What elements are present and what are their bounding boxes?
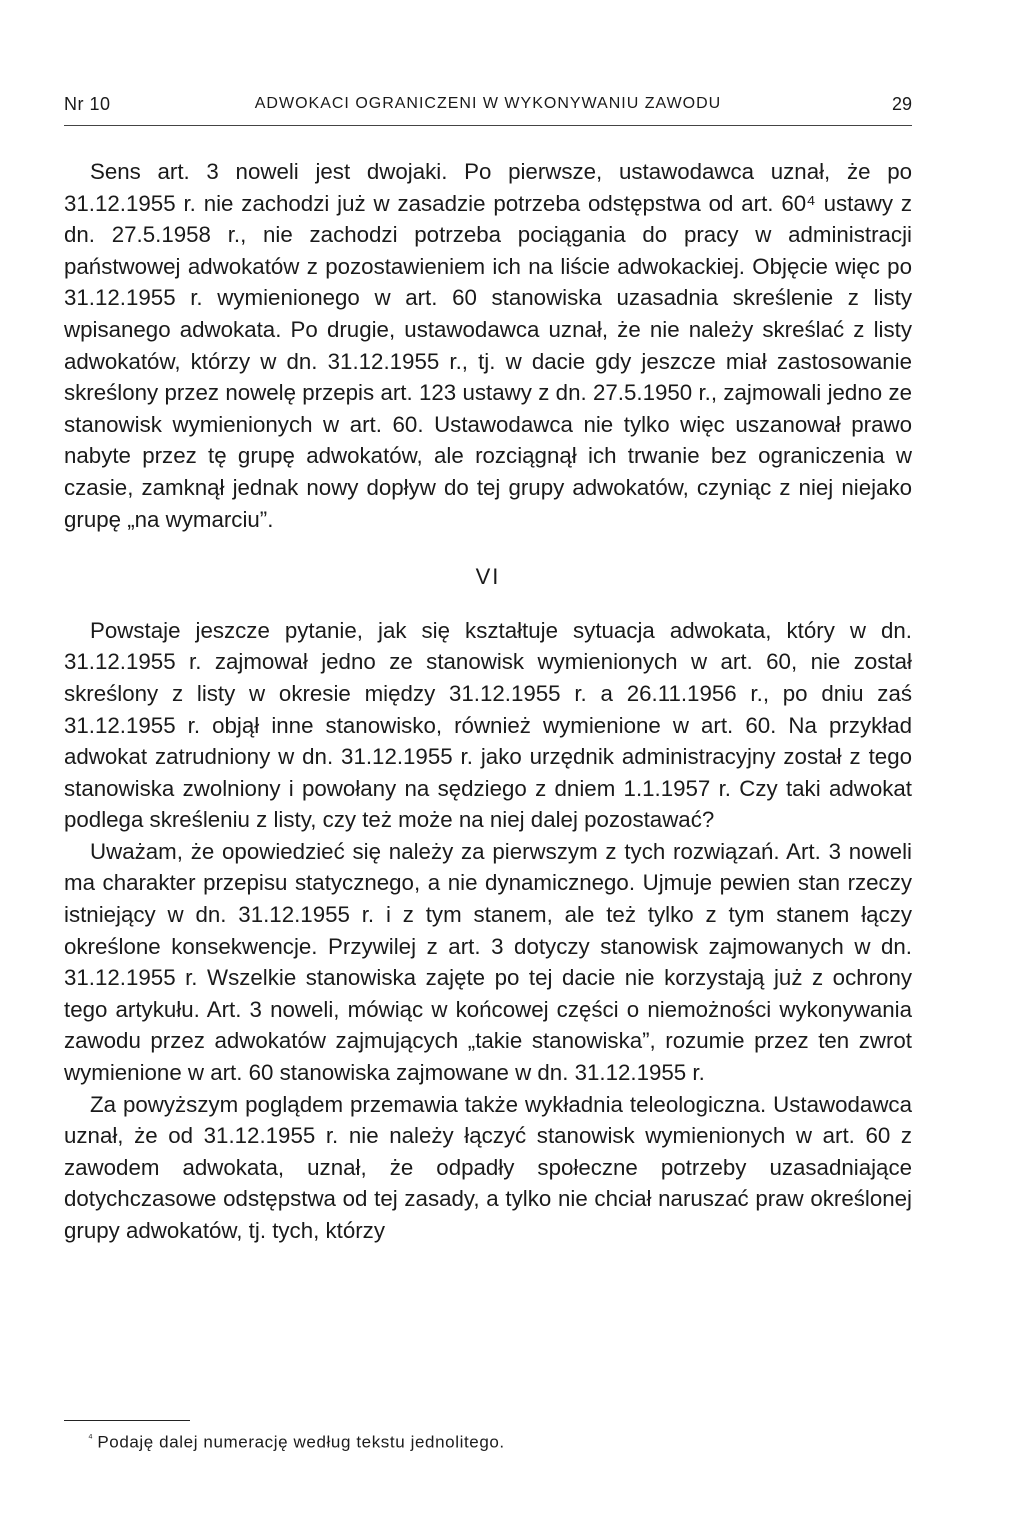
- page-number: 29: [891, 94, 912, 114]
- footnote-marker: ⁴: [88, 1432, 94, 1444]
- paragraph-1: Sens art. 3 noweli jest dwojaki. Po pierwsze, ustawodawca uznał, że po 31.12.1955 r. nie zachodzi już w zasadzie potrzeba odstępstwa od art. 60⁴ ustawy z dn. 27.5.1958 r., nie zachodzi potrzeba pociągania do pracy w administracji państwowej adwokatów z pozostawieniem ich na liście adwokackiej. Objęcie więc po 31.12.1955 r. wymienionego w art. 60 stanowiska uzasadnia skreślenie z listy wpisanego adwokata. Po drugie, ustawodawca uznał, że nie należy skreślać z listy adwokatów, którzy w dn. 31.12.1955 r., tj. w dacie gdy jeszcze miał zastosowanie skreślony przez nowelę przepis art. 123 ustawy z dn. 27.5.1950 r., zajmowali jedno ze stanowisk wymienionych w art. 60. Ustawodawca nie tylko więc uszanował prawo nabyte przez tę grupę adwokatów, ale rozciągnął ich trwanie bez ograniczenia w czasie, zamknął jednak nowy dopływ do tej grupy adwokatów, czyniąc z niej niejako grupę „na wymarciu”.: [64, 159, 912, 532]
- journal-number: Nr 10: [64, 94, 111, 114]
- paragraph-2: Powstaje jeszcze pytanie, jak się kształtuje sytuacja adwokata, który w dn. 31.12.1955 r. zajmował jedno ze stanowisk wymienionych w art. 60, nie został skreślony z listy w okresie między 31.12.1955 r. a 26.11.1956 r., po dniu zaś 31.12.1955 r. objął inne stanowisko, również wymienione w art. 60. Na przykład adwokat zatrudniony w dn. 31.12.1955 r. jako urzędnik administracyjny został z tego stanowiska zwolniony i powołany na sędziego z dniem 1.1.1957 r. Czy taki adwokat podlega skreśleniu z listy, czy też może na niej dalej pozostawać?: [64, 617, 912, 833]
- header-rule: [64, 125, 912, 126]
- paragraph-4: Za powyższym poglądem przemawia także wykładnia teleologiczna. Ustawodawca uznał, że od 31.12.1955 r. nie należy łączyć stanowisk wymienionych w art. 60 z zawodem adwokata, uznał, że odpadły społeczne potrzeby uzasadniające dotychczasowe odstępstwa od tej zasady, a tylko nie chciał naruszać praw określonej grupy adwokatów, tj. tych, którzy: [64, 1091, 912, 1243]
- running-head: [64, 94, 912, 124]
- section-heading: VI: [475, 564, 501, 590]
- footnote-text: Podaję dalej numerację według tekstu jednolitego.: [97, 1432, 505, 1452]
- paragraph-3: Uważam, że opowiedzieć się należy za pierwszym z tych rozwiązań. Art. 3 noweli ma charakter przepisu statycznego, a nie dynamicznego. Ujmuje pewien stan rzeczy istniejący w dn. 31.12.1955 r. i z tym stanem, ale też tylko z tym stanem łączy określone konsekwencje. Przywilej z art. 3 dotyczy stanowisk zajmowanych w dn. 31.12.1955 r. Wszelkie stanowiska zajęte po tej dacie nie korzystają już z ochrony tego artykułu. Art. 3 noweli, mówiąc w końcowej części o niemożności wykonywania zawodu przez adwokatów zajmujących „takie stanowiska”, rozumie przez ten zwrot wymienione w art. 60 stanowiska zajmowane w dn. 31.12.1955 r.: [64, 838, 912, 1086]
- running-title: ADWOKACI OGRANICZENI W WYKONYWANIU ZAWODU: [254, 95, 722, 112]
- body-text: [64, 156, 912, 1247]
- footnote: [88, 1432, 908, 1453]
- footnote-rule: [64, 1420, 190, 1421]
